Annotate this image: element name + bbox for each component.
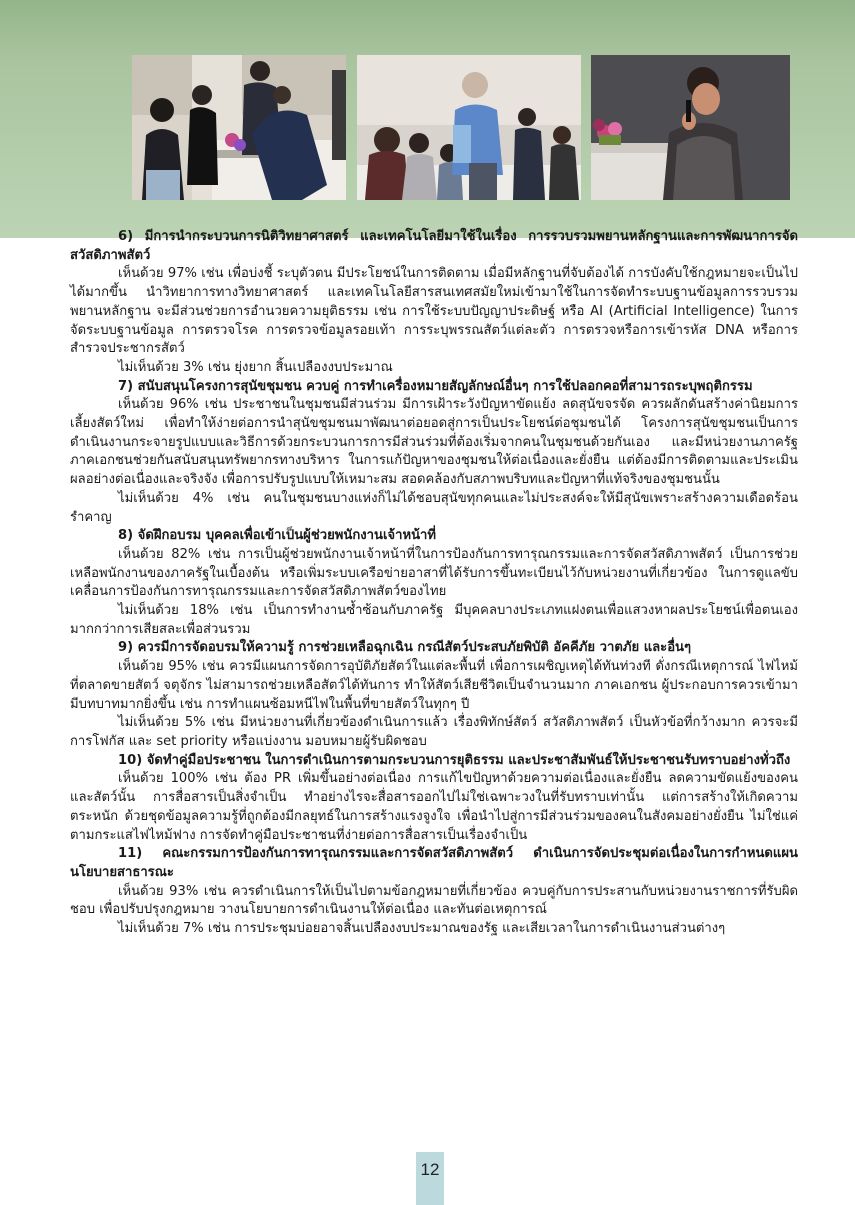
disagree-paragraph: ไม่เห็นด้วย 7% เช่น การประชุมบ่อยอาจสิ้นเปลืองงบประมาณของรัฐ และเสียเวลาในการดำเนินงานส่วนต่างๆ bbox=[118, 921, 726, 937]
section-heading: 8) จัดฝึกอบรม บุคคลเพื่อเข้าเป็นผู้ช่วยพนักงานเจ้าหน้าที่ bbox=[118, 528, 437, 544]
agree-paragraph: เห็นด้วย 97% เช่น เพื่อบ่งชี้ ระบุตัวตน มีประโยชน์ในการติดตาม เมื่อมีหลักฐานที่จับต้องได้ การบังคับใช้กฎหมายจะเป็นไปได้มากขึ้น นำวิทยาการทางวิทยาศาสตร์ และเทคโนโลยีสารสนเทศสมัยใหม่เข้ามาใช้ในการจัดทำระบบฐานข้อมูลการรวบรวมพยานหลักฐาน จะมีส่วนช่วยการอำนวยความยุติธรรม เช่น การใช้ระบบปัญญาประดิษฐ์ หรือ AI (Artificial Intelligence) ในการจัดระบบฐานข้อมูล การตรวจโรค การตรวจข้อมูลรอยเท้า การระบุพรรณสัตว์แต่ละตัว การตรวจหรือการเข้ารหัส DNA หรือการสำรวจประชากรสัตว์ bbox=[70, 266, 798, 357]
agree-paragraph: เห็นด้วย 95% เช่น ควรมีแผนการจัดการอุบัติภัยสัตว์ในแต่ละพื้นที่ เพื่อการเผชิญเหตุได้ทันท่วงที ดั่งกรณีเหตุการณ์ ไฟไหม้ที่ตลาดขายสัตว์ จตุจักร ไม่สามารถช่วยเหลือสัตว์ได้ทันการ ทำให้สัตว์เสียชีวิตเป็นจำนวนมาก ภาคเอกชน ผู้ประกอบการควรเข้ามามีบทบาทมากยิ่งขึ้น เช่น การทำแผนซ้อมหนีไฟในพื้นที่ขายสัตว์ในทุกๆ ปี bbox=[70, 659, 798, 712]
agree-paragraph: เห็นด้วย 82% เช่น การเป็นผู้ช่วยพนักงานเจ้าหน้าที่ในการป้องกันการทารุณกรรมและการจัดสวัสดิภาพสัตว์ เป็นการช่วยเหลือพนักงานของภาครัฐในเบื้องต้น หรือเพิ่มระบบเครือข่ายอาสาที่ได้รับการขึ้นทะเบียนไว้กับหน่วยงานที่เกี่ยวข้อง ในการดูแลขับเคลื่อนการป้องกันการทารุณกรรมและการจัดสวัสดิภาพสัตว์ของไทย bbox=[70, 546, 798, 600]
agree-paragraph: เห็นด้วย 93% เช่น ควรดำเนินการให้เป็นไปตามข้อกฎหมายที่เกี่ยวข้อง ควบคู่กับการประสานกับหน่วยงานราชการที่รับผิดชอบ เพื่อปรับปรุงกฎหมาย วางนโยบายการดำเนินงานให้ต่อเนื่อง และทันต่อเหตุการณ์ bbox=[70, 883, 798, 918]
disagree-paragraph: ไม่เห็นด้วย 3% เช่น ยุ่งยาก สิ้นเปลืองงบประมาณ bbox=[118, 359, 393, 375]
section-heading: 6) มีการนำกระบวนการนิติวิทยาศาสตร์ และเทคโนโลยีมาใช้ในเรื่อง การรวบรวมพยานหลักฐานและการพัฒนาการจัดสวัสดิภาพสัตว์ bbox=[70, 229, 798, 263]
registration-photo bbox=[132, 55, 346, 200]
disagree-paragraph: ไม่เห็นด้วย 4% เช่น คนในชุมชนบางแห่งก็ไม่ได้ชอบสุนัขทุกคนและไม่ประสงค์จะให้มีสุนัขเพราะสร้างความเดือดร้อนรำคาญ bbox=[70, 490, 798, 525]
section-6 bbox=[70, 228, 798, 378]
section-heading: 11) คณะกรรมการป้องกันการทารุณกรรมและการจัดสวัสดิภาพสัตว์ ดำเนินการจัดประชุมต่อเนื่องในการกำหนดแผน นโยบายสาธารณะ bbox=[70, 846, 798, 880]
disagree-paragraph: ไม่เห็นด้วย 18% เช่น เป็นการทำงานซ้ำซ้อนกับภาครัฐ มีบุคคลบางประเภทแฝงตนเพื่อแสวงหาผลประโยชน์เพื่อตนเองมากกว่าการเสียสละเพื่อส่วนรวม bbox=[70, 603, 798, 637]
section-7 bbox=[70, 378, 798, 528]
agree-paragraph: เห็นด้วย 96% เช่น ประชาชนในชุมชนมีส่วนร่วม มีการเฝ้าระวังปัญหาขัดแย้ง ลดสุนัขจรจัด ควรผลักดันสร้างค่านิยมการเลี้ยงสัตว์ใหม่ เพื่อทำให้ง่ายต่อการนำสุนัขชุมชนมาพัฒนาต่อยอดสู่การเป็นประโยชน์ต่อชุมชนได้ โครงการสุนัขชุมชนเป็นการดำเนินงานกระจายรูปแบบและวิธีการด้วยกระบวนการการมีส่วนร่วมที่ต้องเริ่มจากคนในชุมชนด้วยกันเอง และมีหน่วยงานภาครัฐภาคเอกชนช่วยกันสนับสนุนทรัพยากรทางบริหาร ในการแก้ปัญหาของชุมชนให้ต่อเนื่องและยั่งยืน แต่ต้องมีการติดตามและประเมินผลอย่างต่อเนื่องและจริงจัง เพื่อการปรับรูปแบบให้เหมาะสม สอดคล้องกับสภาพบริบทและปัญหาที่แท้จริงของชุมชนนั้น bbox=[70, 397, 798, 488]
section-heading: 7) สนับสนุนโครงการสุนัขชุมชน ควบคู่ การทำเครื่องหมายสัญลักษณ์อื่นๆ การใช้ปลอกคอที่สามารถระบุพฤติกรรม bbox=[118, 378, 753, 394]
section-10 bbox=[70, 752, 798, 846]
section-heading: 10) จัดทำคู่มือประชาชน ในการดำเนินการตามกระบวนการยุติธรรม และประชาสัมพันธ์ให้ประชาชนรับทราบอย่างทั่วถึง bbox=[118, 752, 791, 768]
speaker-with-microphone-photo bbox=[357, 55, 581, 200]
podium-speaker-photo bbox=[591, 55, 790, 200]
section-9 bbox=[70, 639, 798, 751]
section-heading: 9) ควรมีการจัดอบรมให้ความรู้ การช่วยเหลือฉุกเฉิน กรณีสัตว์ประสบภัยพิบัติ อัคคีภัย วาตภัย และอื่นๆ bbox=[118, 640, 692, 656]
section-8 bbox=[70, 527, 798, 639]
section-11 bbox=[70, 845, 798, 939]
agree-paragraph: เห็นด้วย 100% เช่น ต้อง PR เพิ่มขึ้นอย่างต่อเนื่อง การแก้ไขปัญหาด้วยความต่อเนื่องและยั่งยืน ลดความขัดแย้งของคนและสัตว์นั้น การสื่อสารเป็นสิ่งจำเป็น ทำอย่างไรจะสื่อสารออกไปไม่ใช่เฉพาะวงในที่รับทราบเท่านั้น แต่การสร้างให้เกิดความตระหนัก ด้วยชุดข้อมูลความรู้ที่ถูกต้องมีกลยุทธ์ในการสร้างแรงจูงใจ เพื่อนำไปสู่การมีส่วนร่วมของคนในสังคมอย่างยั่งยืน ไม่ใช่แค่ตามกระแสไฟไหม้ฟาง การจัดทำคู่มือประชาชนที่ง่ายต่อการสื่อสารเป็นเรื่องจำเป็น bbox=[70, 771, 798, 843]
disagree-paragraph: ไม่เห็นด้วย 5% เช่น มีหน่วยงานที่เกี่ยวข้องดำเนินการแล้ว เรื่องพิทักษ์สัตว์ สวัสดิภาพสัตว์ เป็นหัวข้อที่กว้างมาก ควรจะมีการโฟกัส และ set priority หรือแบ่งงาน มอบหมายผู้รับผิดชอบ bbox=[70, 715, 798, 749]
survey-results-text bbox=[70, 228, 798, 939]
page-number: 12 bbox=[416, 1152, 444, 1205]
